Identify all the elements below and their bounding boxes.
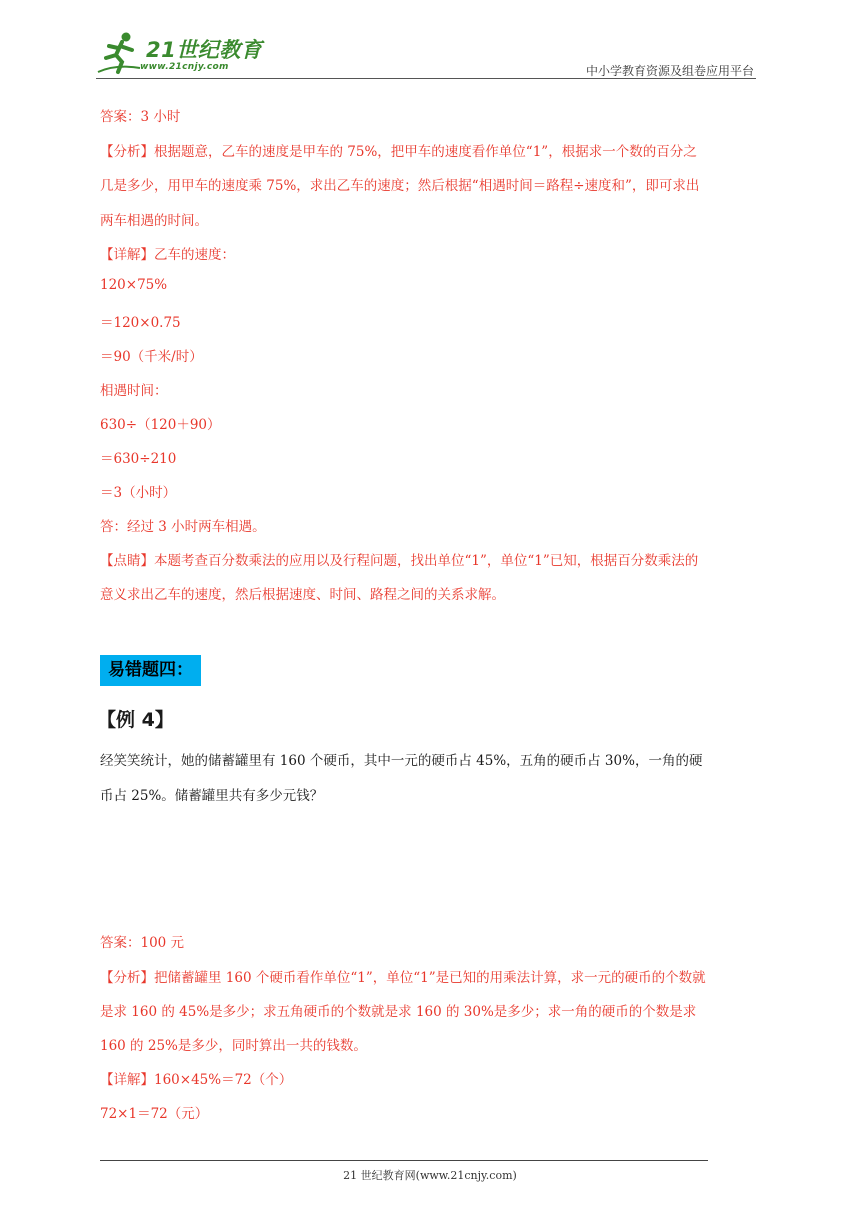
step-4: 相遇时间： [100,383,168,399]
logo-text: 21世纪教育 [146,38,263,62]
comment-1-line-2: 意义求出乙车的速度，然后根据速度、时间、路程之间的关系求解。 [100,587,505,603]
comment-1-line-1: 【点睛】本题考查百分数乘法的应用以及行程问题，找出单位“1”，单位“1”已知，根据百分数乘法的 [100,553,699,569]
site-logo[interactable] [96,28,266,78]
analysis-2-line-1: 【分析】把储蓄罐里 160 个硬币看作单位“1”，单位“1”是已知的用乘法计算，求一元的硬币的个数就 [100,970,706,986]
step-2: ＝120×0.75 [100,315,181,331]
step-8: 答：经过 3 小时两车相遇。 [100,519,266,535]
analysis-2-line-2: 是求 160 的 45%是多少；求五角硬币的个数就是求 160 的 30%是多少；求一角的硬币的个数是求 [100,1004,697,1020]
page-header [96,28,756,80]
footer-divider [100,1160,708,1161]
step-2-1: 72×1＝72（元） [100,1106,209,1122]
step-5: 630÷（120＋90） [100,417,221,433]
example-title: 【例 4】 [97,709,174,731]
step-7: ＝3（小时） [100,485,177,501]
analysis-1-line-1: 【分析】根据题意，乙车的速度是甲车的 75%，把甲车的速度看作单位“1”，根据求一个数的百分之 [100,144,697,160]
section-tag: 易错题四： [100,655,201,686]
step-3: ＝90（千米/时） [100,349,203,365]
answer-2: 答案：100 元 [100,935,185,951]
header-divider [96,78,756,79]
detail-1-label: 【详解】乙车的速度： [100,247,235,263]
platform-slogan: 中小学教育资源及组卷应用平台 [585,64,754,78]
analysis-1-line-2: 几是多少，用甲车的速度乘 75%，求出乙车的速度；然后根据“相遇时间＝路程÷速度和”，即可求出 [100,178,700,194]
runner-icon [96,28,146,78]
question-line-2: 币占 25%。储蓄罐里共有多少元钱？ [100,788,324,804]
step-6: ＝630÷210 [100,451,177,467]
analysis-1-line-3: 两车相遇的时间。 [100,213,208,229]
footer-source[interactable]: 21 世纪教育网(www.21cnjy.com) [343,1169,517,1182]
answer-1: 答案：3 小时 [100,109,181,125]
logo-url: www.21cnjy.com [140,62,229,72]
analysis-2-line-3: 160 的 25%是多少，同时算出一共的钱数。 [100,1038,367,1054]
question-line-1: 经笑笑统计，她的储蓄罐里有 160 个硬币，其中一元的硬币占 45%，五角的硬币占 30%，一角的硬 [100,753,703,769]
step-1: 120×75% [100,277,168,293]
detail-2: 【详解】160×45%＝72（个） [100,1072,293,1088]
